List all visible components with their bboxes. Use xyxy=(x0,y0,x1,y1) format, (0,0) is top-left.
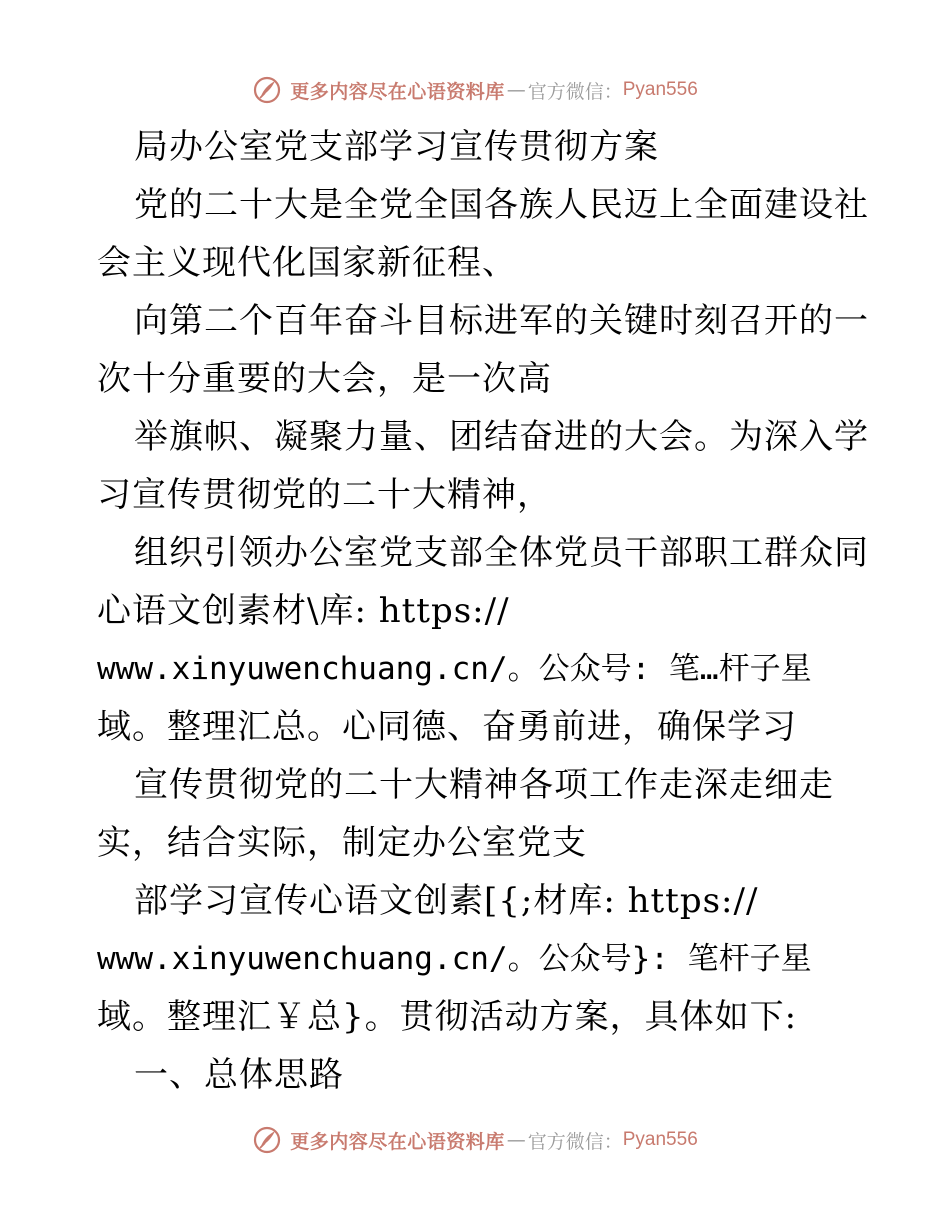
header-watermark-banner xyxy=(0,70,950,110)
text-line: www.xinyuwenchuang.cn/。公众号}: 笔杆子星 xyxy=(97,941,812,977)
banner-wechat-id: Pyan556 xyxy=(622,79,698,100)
banner-wechat-label: 官方微信： xyxy=(527,80,623,103)
text-line: 次十分重要的大会，是一次高 xyxy=(97,359,552,399)
banner-site-text: 更多内容尽在心语资料库 xyxy=(290,1130,505,1153)
text-line: 向第二个百年奋斗目标进军的关键时刻召开的一 xyxy=(134,301,869,341)
text-line: 会主义现代化国家新征程、 xyxy=(97,243,517,283)
text-line: 组织引领办公室党支部全体党员干部职工群众同 xyxy=(134,533,869,573)
quill-logo-icon xyxy=(252,75,282,105)
text-line: www.xinyuwenchuang.cn/。公众号: 笔…杆子星 xyxy=(97,651,812,687)
document-body xyxy=(97,118,869,1104)
banner-wechat-label: 官方微信： xyxy=(527,1130,623,1153)
banner-dash: — xyxy=(506,79,526,101)
text-line: 实，结合实际，制定办公室党支 xyxy=(97,823,587,863)
text-line: 域。整理汇￥总}。贯彻活动方案，具体如下: xyxy=(97,997,798,1037)
banner-site-text: 更多内容尽在心语资料库 xyxy=(290,80,505,103)
text-line: 举旗帜、凝聚力量、团结奋进的大会。为深入学 xyxy=(134,417,869,457)
footer-watermark-banner xyxy=(0,1120,950,1160)
text-line: 心语文创素材\库: https:// xyxy=(97,591,510,631)
text-line: 域。整理汇总。心同德、奋勇前进，确保学习 xyxy=(97,707,797,747)
banner-dash: — xyxy=(506,1129,526,1151)
text-line: 习宣传贯彻党的二十大精神， xyxy=(97,475,552,515)
section-heading: 一、总体思路 xyxy=(134,1055,344,1095)
text-line: 宣传贯彻党的二十大精神各项工作走深走细走 xyxy=(134,765,834,805)
document-title: 局办公室党支部学习宣传贯彻方案 xyxy=(134,127,659,167)
quill-logo-icon xyxy=(252,1125,282,1155)
banner-wechat-id: Pyan556 xyxy=(622,1129,698,1150)
text-line: 党的二十大是全党全国各族人民迈上全面建设社 xyxy=(134,185,869,225)
text-line: 部学习宣传心语文创素[{;材库: https:// xyxy=(134,881,759,921)
